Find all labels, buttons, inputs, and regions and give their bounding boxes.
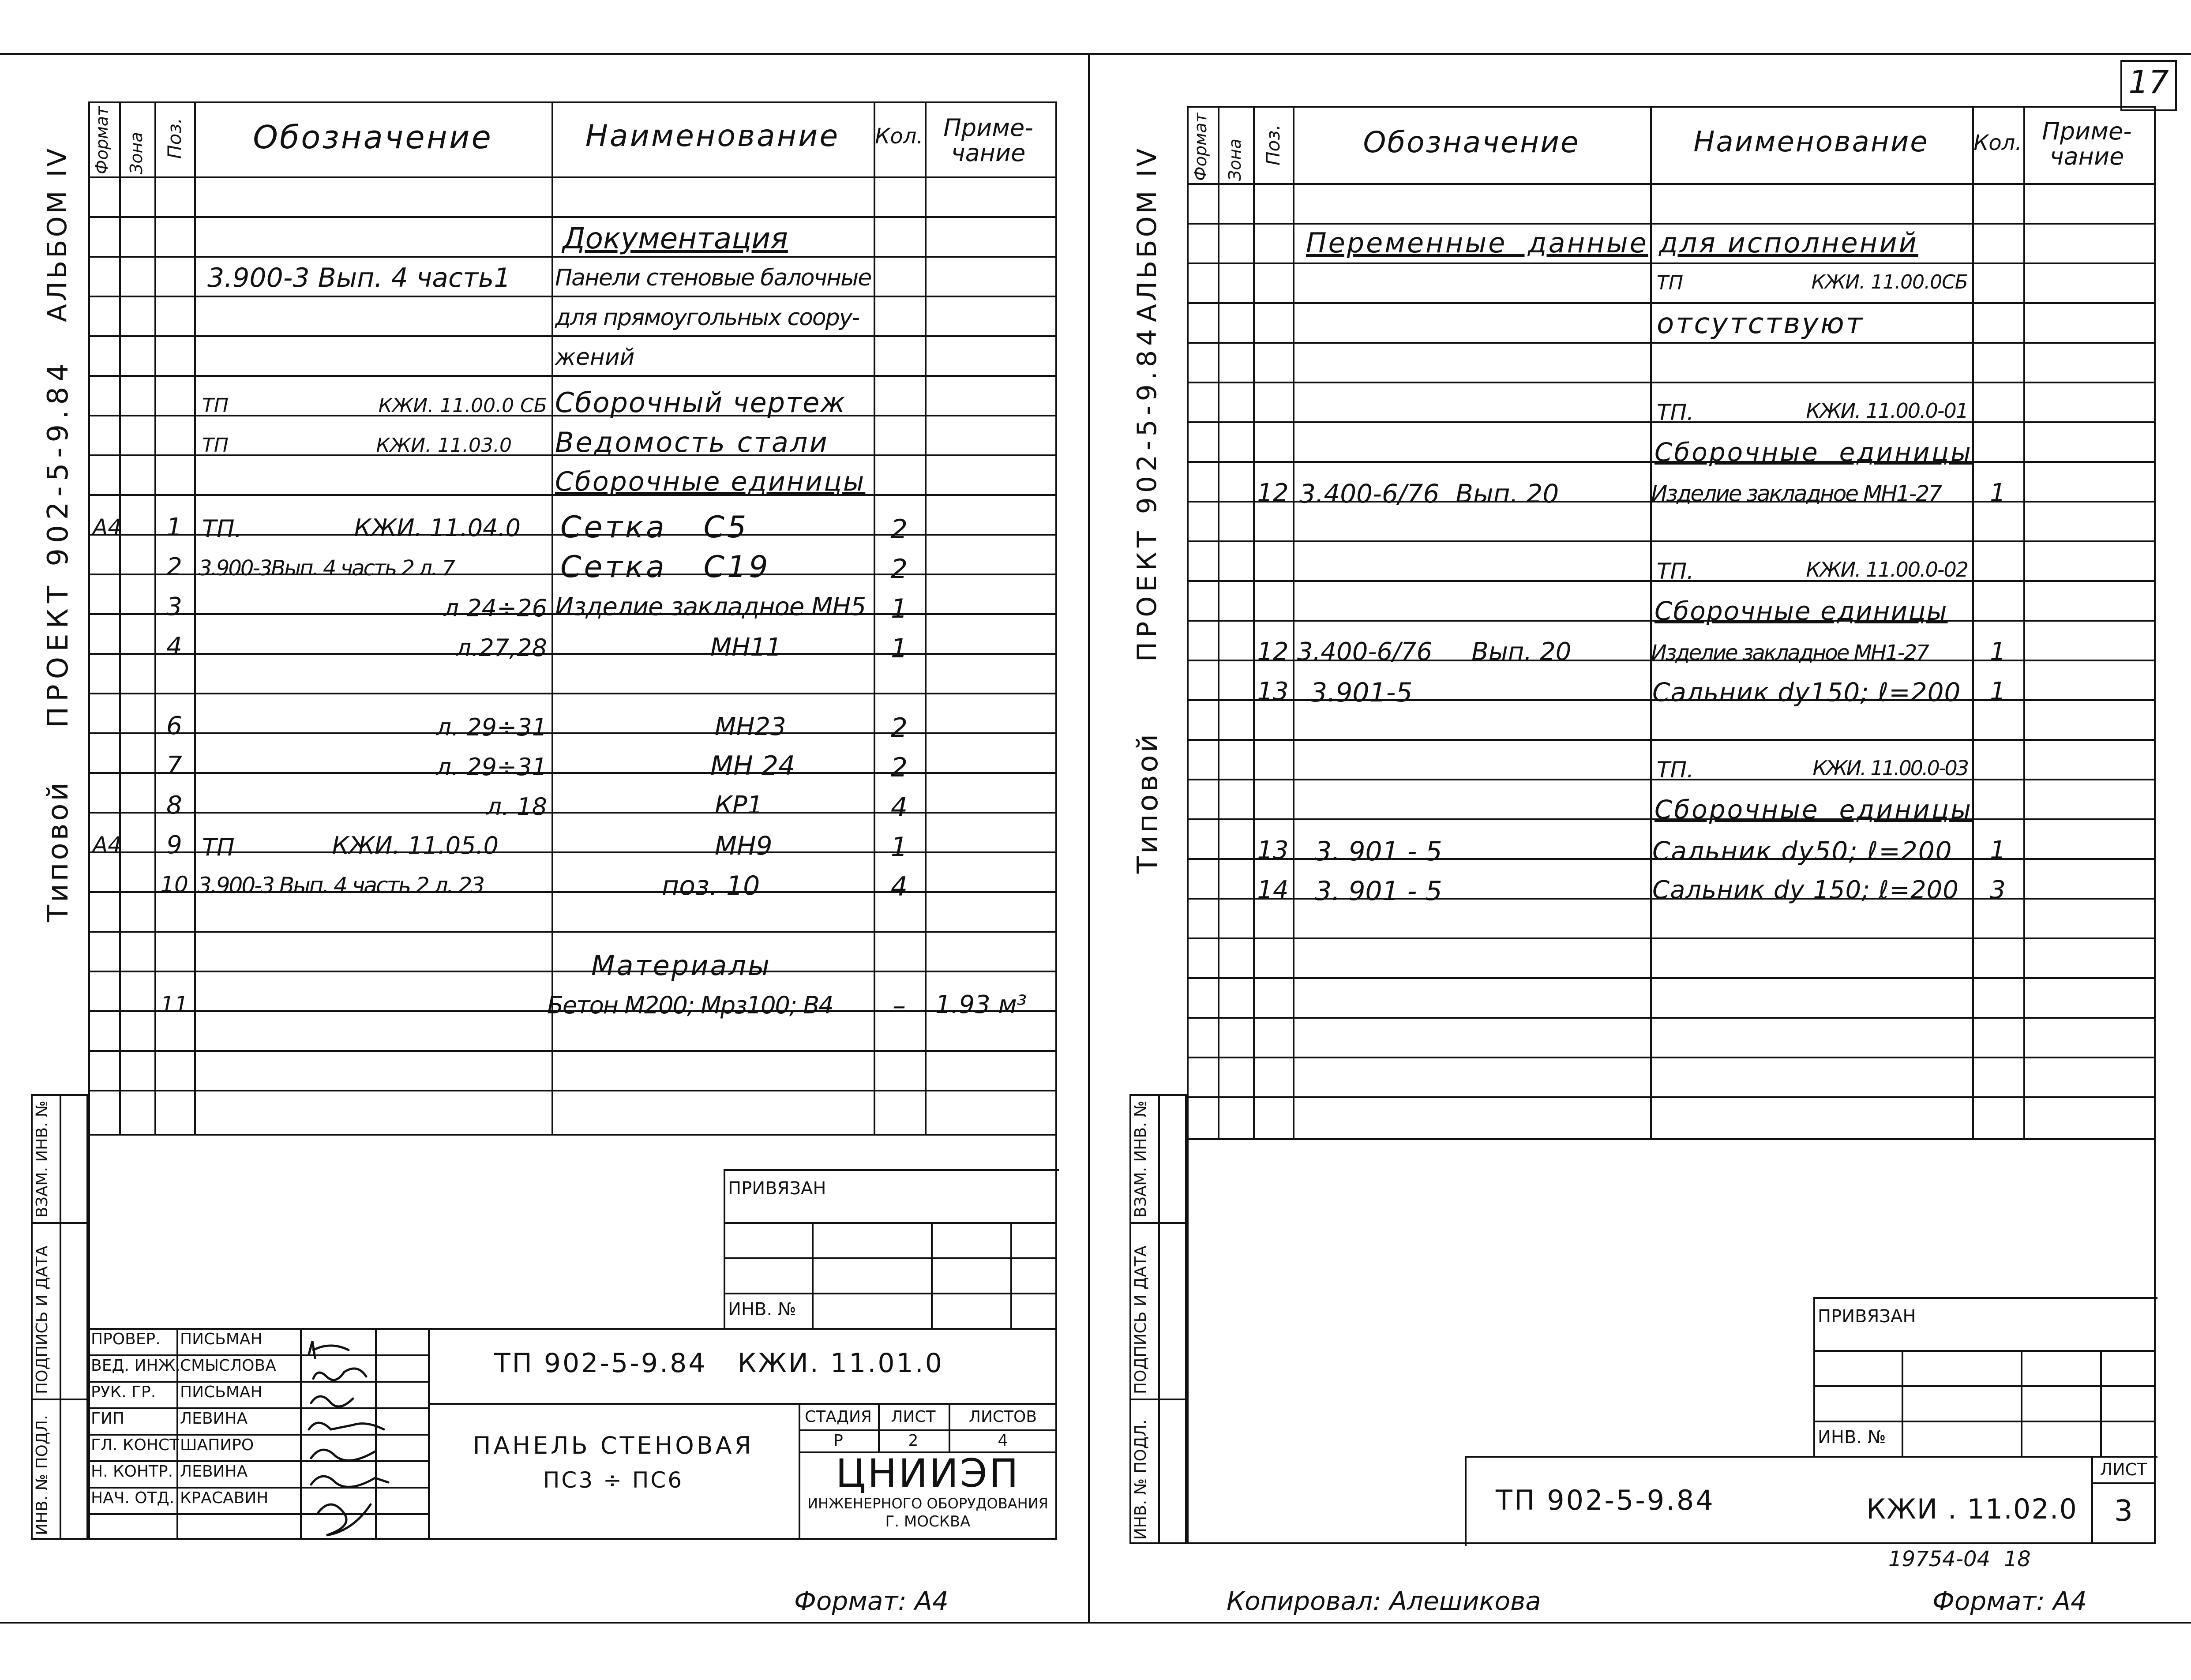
left-org-sub1: ИНЖЕНЕРНОГО ОБОРУДОВАНИЯ [807, 1495, 1048, 1512]
right-format-label: Формат: А4 [1932, 1586, 2087, 1616]
right-sheet-header: ЛИСТ [2100, 1460, 2147, 1479]
right-row-pos: 13 [1257, 836, 1289, 865]
left-header-name: Наименование [585, 119, 840, 154]
left-stamp-replace-label: ВЗАМ. ИНВ. № [33, 1100, 51, 1218]
table-row-line [1187, 739, 2156, 741]
left-sheets-value: 4 [998, 1432, 1008, 1450]
left-spine-album: АЛЬБОМ IV [42, 146, 73, 322]
sheet-number: 17 [2128, 64, 2169, 101]
table-row-line [88, 335, 1057, 337]
left-row-name: Бетон М200; Мрз100; В4 [547, 991, 833, 1019]
left-row-qty: 4 [890, 871, 908, 902]
left-row-name: поз. 10 [662, 870, 760, 901]
left-row-qty: 2 [890, 712, 908, 743]
right-binding-inv: ИНВ. № [1818, 1427, 1886, 1448]
right-row-pos: 12 [1257, 638, 1289, 666]
table-row-line [1187, 1057, 2156, 1058]
right-row-name-code: КЖИ. 11.00.0СБ [1811, 271, 1968, 293]
right-header-zone: Зона [1225, 139, 1245, 181]
left-row-pos: 9 [166, 831, 182, 859]
right-header-pos: Поз. [1262, 124, 1284, 165]
left-row-qty: 4 [890, 792, 908, 823]
left-row-designation-code: КЖИ. 11.03.0 [376, 434, 512, 457]
right-row-qty: 1 [1990, 479, 2006, 507]
title-person: ШАПИРО [180, 1436, 254, 1454]
right-row-name-prefix: ТП [1657, 272, 1683, 294]
left-row-designation: л. 18 [486, 793, 547, 821]
left-title-code: ТП 902-5-9.84 КЖИ. 11.01.0 [494, 1348, 944, 1379]
left-row-qty: 2 [890, 752, 908, 783]
left-row-designation-prefix: ТП [202, 434, 229, 457]
table-row-line [88, 693, 1057, 694]
left-title-line1: ПАНЕЛЬ СТЕНОВАЯ [473, 1432, 754, 1459]
right-stamp-inv-label: ИНВ. № ПОДЛ. [1132, 1419, 1150, 1540]
left-row-designation: 3.900-3 Вып. 4 часть 2 л. 23 [198, 873, 484, 898]
left-row-name: Сетка С5 [560, 510, 749, 545]
left-row-name: Ведомость стали [555, 426, 829, 458]
right-row-name-code: КЖИ. 11.00.0-03 [1812, 756, 1968, 780]
title-role: ВЕД. ИНЖ. [91, 1357, 180, 1375]
left-title-line2: ПС3 ÷ ПС6 [543, 1467, 684, 1493]
right-row-name-prefix: ТП. [1657, 559, 1694, 584]
left-row-designation-code: КЖИ. 11.05.0 [332, 832, 499, 859]
title-person: СМЫСЛОВА [180, 1357, 276, 1375]
copied-by: Копировал: Алешикова [1227, 1586, 1541, 1616]
left-header-format: Формат [92, 106, 112, 174]
left-row-designation: л.27,28 [456, 634, 547, 662]
right-row-designation: 3. 901 - 5 [1315, 876, 1442, 907]
right-sheet-value: 3 [2114, 1494, 2133, 1528]
left-row-designation: л. 29÷31 [436, 753, 547, 781]
left-row-name: Панели стеновые балочные [555, 265, 871, 291]
page-bottom-rule [0, 1622, 2191, 1624]
table-row-line [88, 375, 1057, 377]
table-row-line [88, 931, 1057, 933]
left-row-pos: 8 [166, 791, 182, 820]
left-row-designation: л. 29÷31 [436, 713, 547, 741]
left-row-name: для прямоугольных соору- [555, 304, 859, 331]
left-row-format: А4 [93, 832, 122, 858]
right-row-name: отсутствуют [1657, 308, 1864, 340]
left-row-pos: 7 [166, 751, 182, 780]
table-row-line [1187, 1096, 2156, 1098]
left-spine-project: ПРОЕКТ 902-5-9.84 [42, 358, 75, 728]
title-role: ПРОВЕР. [91, 1330, 161, 1348]
left-row-section: Документация [563, 221, 788, 255]
left-header-designation: Обозначение [253, 119, 493, 156]
left-row-pos: 10 [160, 872, 188, 897]
right-spine-album: АЛЬБОМ IV [1132, 146, 1163, 322]
left-stamp-inv-label: ИНВ. № ПОДЛ. [33, 1415, 51, 1535]
title-person: КРАСАВИН [180, 1489, 269, 1507]
title-person: ЛЕВИНА [180, 1410, 248, 1428]
table-row-line [1187, 382, 2156, 383]
right-row-name-code: КЖИ. 11.00.0-02 [1806, 558, 1968, 581]
right-title-code: КЖИ . 11.02.0 [1866, 1493, 2078, 1525]
left-row-pos: 1 [166, 513, 182, 542]
title-person: ПИСЬМАН [180, 1383, 263, 1401]
right-row-pos: 13 [1257, 677, 1289, 706]
page-center-fold [1088, 53, 1090, 1624]
left-row-pos: 6 [166, 712, 182, 740]
right-row-name-prefix: ТП. [1657, 757, 1694, 783]
right-row-pos: 14 [1257, 876, 1289, 904]
right-row-qty: 3 [1990, 876, 2006, 904]
left-header-qty: Кол. [875, 124, 923, 149]
right-row-name-prefix: ТП. [1657, 400, 1694, 425]
left-sheet-value: 2 [908, 1432, 919, 1450]
left-sheet-header: ЛИСТ [891, 1408, 936, 1426]
right-row-section: Сборочные единицы [1655, 596, 1948, 626]
left-header-zone: Зона [127, 132, 146, 174]
title-role: ГИП [91, 1410, 124, 1428]
left-org-sub2: Г. МОСКВА [885, 1513, 971, 1530]
right-header-format: Формат [1191, 112, 1210, 181]
table-row-line [1187, 1017, 2156, 1019]
left-row-name: МН9 [715, 831, 773, 861]
left-row-name: МН 24 [710, 750, 795, 781]
left-row-pos: 2 [166, 553, 182, 581]
right-row-qty: 1 [1990, 638, 2006, 666]
right-header-designation: Обозначение [1363, 125, 1580, 159]
title-role: Н. КОНТР. [91, 1462, 173, 1481]
right-row-designation: Переменные данные [1306, 227, 1648, 259]
table-row-line [1187, 302, 2156, 304]
left-row-designation-code: КЖИ. 11.00.0 СБ [378, 394, 547, 417]
right-row-pos: 12 [1257, 479, 1289, 507]
left-stamp-sign-label: ПОДПИСЬ И ДАТА [33, 1245, 51, 1394]
left-sheets-header: ЛИСТОВ [968, 1408, 1037, 1426]
left-row-qty: 1 [890, 832, 908, 862]
left-row-name: КР1 [715, 791, 763, 820]
right-stamp-replace-label: ВЗАМ. ИНВ. № [1132, 1100, 1150, 1218]
left-stage-value: Р [833, 1432, 843, 1450]
right-title-code-prefix: ТП 902-5-9.84 [1496, 1484, 1715, 1516]
table-row-line [1187, 262, 2156, 264]
left-row-pos: 3 [166, 592, 182, 621]
left-row-name: Сетка С19 [560, 550, 771, 585]
left-row-qty: – [893, 990, 906, 1021]
left-row-designation-prefix: ТП [202, 394, 229, 417]
title-person: ЛЕВИНА [180, 1462, 248, 1481]
right-row-section: Сборочные единицы [1655, 437, 1973, 467]
left-row-designation-code: КЖИ. 11.04.0 [354, 514, 521, 542]
left-row-designation-prefix: ТП. [202, 515, 242, 543]
right-row-name-code: КЖИ. 11.00.0-01 [1806, 399, 1968, 423]
right-spine-project: ПРОЕКТ 902-5-9.84 [1132, 324, 1163, 662]
left-row-name: МН11 [710, 633, 782, 662]
left-row-pos: 11 [160, 992, 188, 1017]
left-row-qty: 2 [890, 514, 908, 545]
right-row-designation: 3. 901 - 5 [1315, 836, 1442, 867]
right-spine-typical: Типовой [1132, 731, 1164, 874]
left-header-note: Приме-чание [943, 114, 1033, 167]
left-row-section: Сборочные единицы [555, 466, 866, 497]
left-header-pos: Поз. [164, 118, 185, 159]
right-row-name: Сальник dу 150; ℓ=200 [1652, 876, 1959, 904]
left-row-designation-prefix: ТП [202, 833, 235, 861]
title-role: НАЧ. ОТД. [91, 1489, 175, 1507]
table-row-line [88, 971, 1057, 972]
right-binding-label: ПРИВЯЗАН [1818, 1306, 1916, 1327]
table-row-line [1187, 938, 2156, 939]
right-header-qty: Кол. [1973, 131, 2022, 155]
title-role: ГЛ. КОНСТ [91, 1436, 180, 1454]
left-binding-label: ПРИВЯЗАН [728, 1178, 826, 1199]
left-row-name: жений [555, 344, 635, 371]
left-row-note: 1.93 м³ [935, 990, 1027, 1019]
right-row-qty: 1 [1990, 677, 2006, 706]
left-row-name: МН23 [715, 712, 786, 741]
right-row-name: Сальник dу150; ℓ=200 [1652, 677, 1961, 707]
right-stamp-sign-label: ПОДПИСЬ И ДАТА [1132, 1245, 1150, 1394]
right-archive-number: 19754-04 18 [1888, 1547, 2031, 1571]
left-row-format: А4 [93, 514, 122, 540]
right-header-note: Приме-чание [2042, 117, 2132, 170]
right-header-name: Наименование [1693, 126, 1929, 158]
right-row-designation: 3.400-6/76 Вып. 20 [1299, 479, 1559, 509]
left-row-qty: 2 [890, 554, 908, 585]
table-row-line [88, 256, 1057, 258]
right-row-designation: 3.901-5 [1310, 677, 1413, 708]
left-org-name: ЦНИИЭП [836, 1451, 1020, 1496]
left-row-section: Материалы [591, 949, 771, 982]
right-row-name: Изделие закладное МН1-27 [1651, 641, 1928, 665]
right-row-name: Изделие закладное МН1-27 [1651, 481, 1941, 506]
left-spine-typical: Типовой [42, 780, 75, 922]
left-stage-header: СТАДИЯ [805, 1408, 872, 1426]
left-row-designation: 3.900-3Вып. 4 часть 2 л. 7 [199, 556, 454, 581]
left-row-name: Изделие закладное МН5 [555, 592, 866, 621]
left-row-qty: 1 [890, 633, 908, 664]
right-row-section: Сборочные единицы [1655, 795, 1973, 825]
right-row-name: для исполнений [1659, 227, 1918, 259]
table-row-line [88, 216, 1057, 218]
left-row-pos: 4 [166, 632, 182, 661]
title-role: РУК. ГР. [91, 1383, 156, 1401]
left-row-name: Сборочный чертеж [555, 386, 846, 419]
left-format-label: Формат: А4 [794, 1586, 949, 1616]
table-row-line [88, 296, 1057, 297]
right-row-name: Сальник dу50; ℓ=200 [1652, 836, 1953, 866]
page-top-rule [0, 53, 2191, 55]
right-row-qty: 1 [1990, 836, 2006, 865]
table-row-line [1187, 977, 2156, 979]
signature-scribbles [300, 1337, 432, 1544]
table-row-line [1187, 342, 2156, 344]
right-row-designation: 3.400-6/76 Вып. 20 [1297, 638, 1572, 666]
left-binding-inv: ИНВ. № [728, 1299, 796, 1320]
left-row-designation: л 24÷26 [443, 594, 547, 622]
left-row-designation: 3.900-3 Вып. 4 часть1 [207, 262, 511, 293]
left-row-qty: 1 [890, 593, 908, 624]
table-row-line [1187, 223, 2156, 225]
table-row-line [88, 1090, 1057, 1091]
table-row-line [1187, 540, 2156, 542]
title-person: ПИСЬМАН [180, 1330, 263, 1348]
table-row-line [88, 1050, 1057, 1052]
